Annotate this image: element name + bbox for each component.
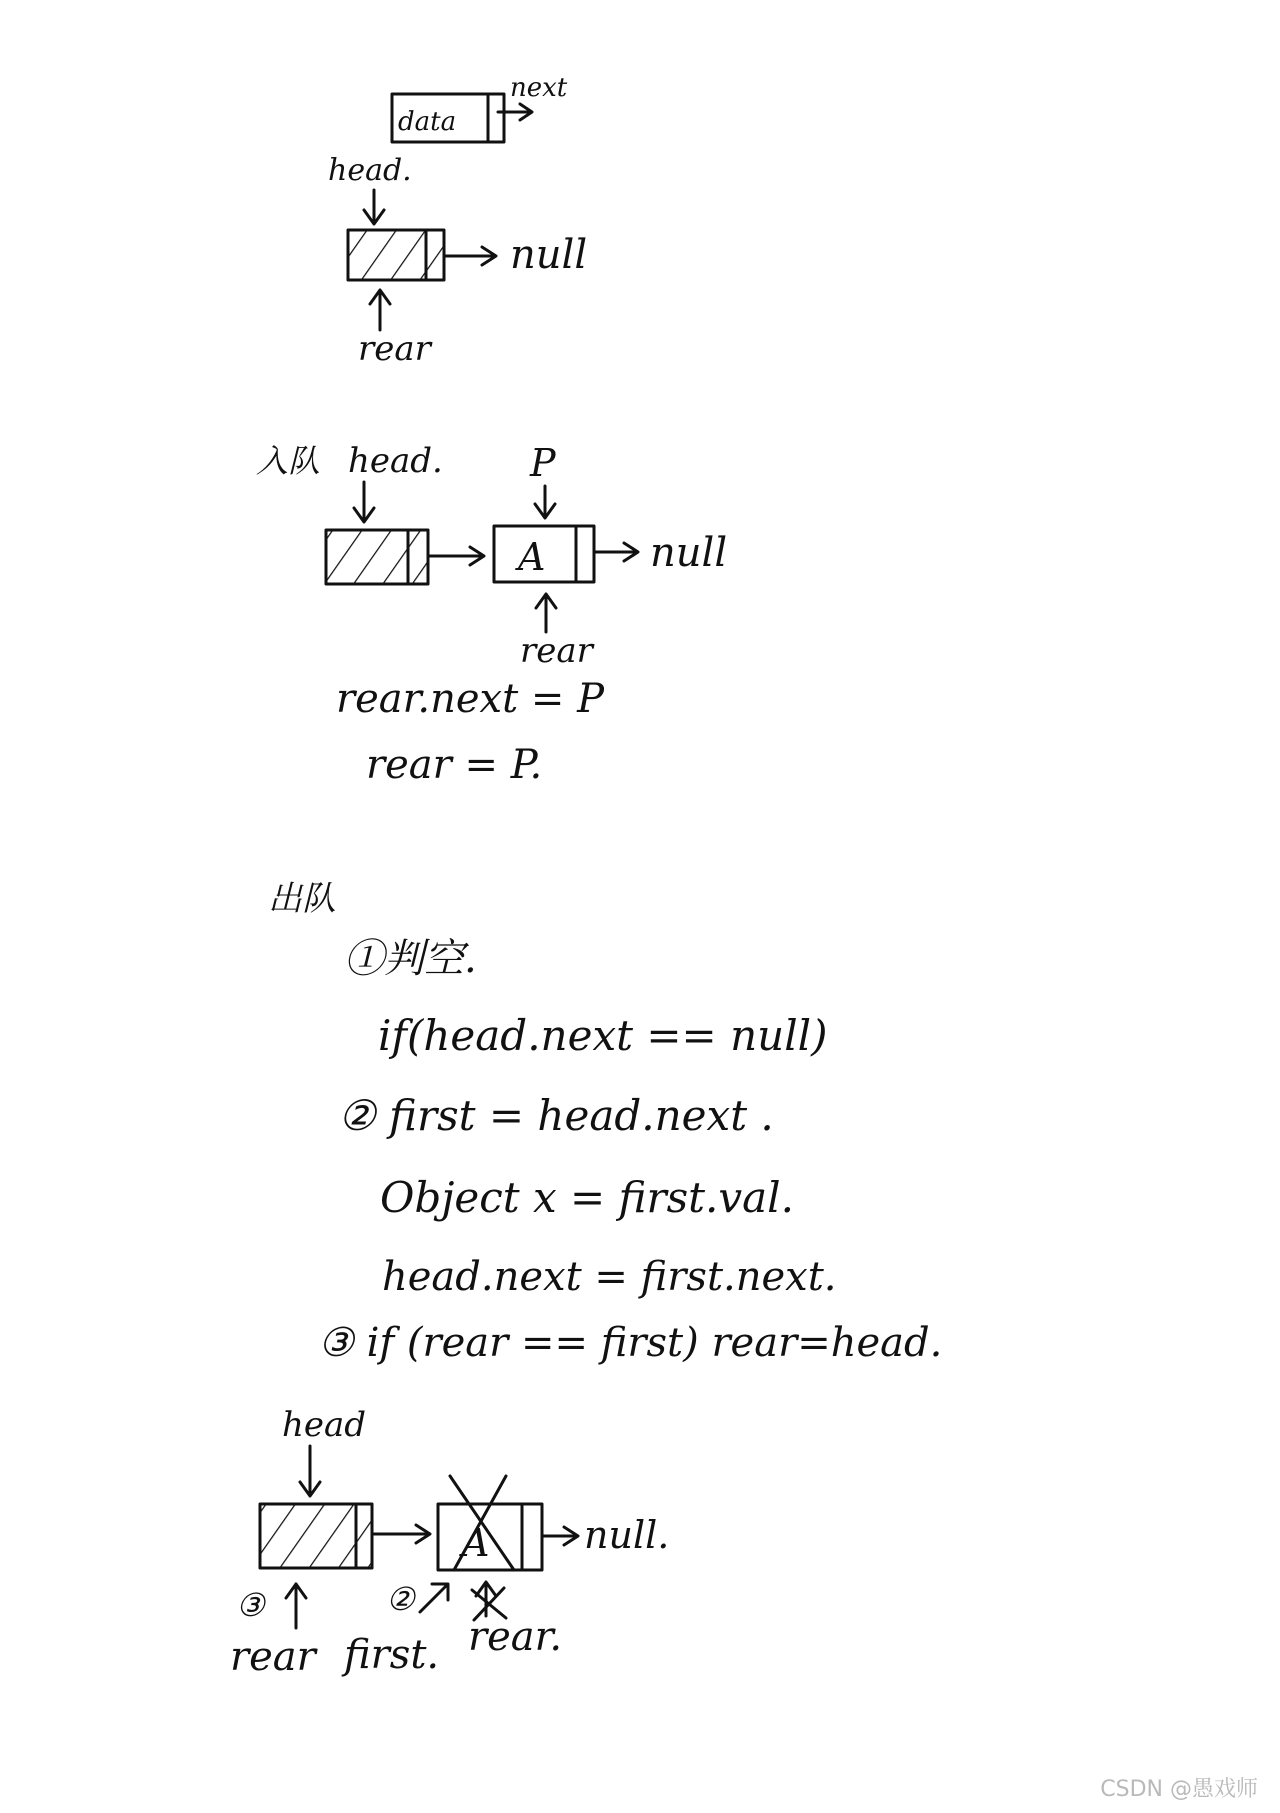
rear-label-3-left: rear xyxy=(230,1634,316,1680)
node-a-label-3: A xyxy=(462,1521,490,1565)
dequeue-step1-code: if(head.next == null) xyxy=(378,1011,828,1060)
dequeue-step1: ①判空. xyxy=(344,936,477,982)
node-a-3-removed xyxy=(438,1476,542,1570)
head-label-1: head. xyxy=(328,153,412,188)
null-label-1: null xyxy=(510,232,588,278)
rear-label-2: rear xyxy=(520,631,593,671)
dequeue-step2-code2: head.next = first.next. xyxy=(382,1254,837,1300)
first-label: first. xyxy=(344,1632,440,1678)
dequeue-step3: ③ if (rear == first) rear=head. xyxy=(318,1320,943,1366)
head-node-1 xyxy=(348,230,444,280)
enqueue-code-2: rear = P. xyxy=(366,742,543,788)
node-structure-legend xyxy=(392,73,568,142)
enqueue-title: 入队 xyxy=(256,442,321,480)
null-label-3: null. xyxy=(584,1513,670,1557)
node-a-label-2: A xyxy=(518,535,546,579)
legend-data-label: data xyxy=(398,107,457,137)
dequeue-step2-code1: Object x = first.val. xyxy=(380,1173,794,1222)
null-label-2: null xyxy=(650,530,728,576)
legend-next-label: next xyxy=(510,73,568,103)
node-a-2 xyxy=(494,526,594,582)
rear-label-1: rear xyxy=(358,329,431,369)
head-label-3: head xyxy=(282,1405,367,1445)
head-label-2: head. xyxy=(348,441,443,481)
mark-2: ② xyxy=(386,1580,415,1618)
p-label: P xyxy=(530,441,556,485)
head-node-3 xyxy=(260,1504,372,1568)
dequeue-step2: ② first = head.next . xyxy=(338,1091,774,1140)
mark-3: ③ xyxy=(236,1586,265,1624)
head-node-2 xyxy=(326,530,428,584)
dequeue-title: 出队 xyxy=(268,879,336,919)
rear-label-3-right: rear. xyxy=(468,1614,563,1660)
enqueue-code-1: rear.next = P xyxy=(336,676,605,722)
watermark: CSDN @愚戏师 xyxy=(1100,1777,1258,1802)
